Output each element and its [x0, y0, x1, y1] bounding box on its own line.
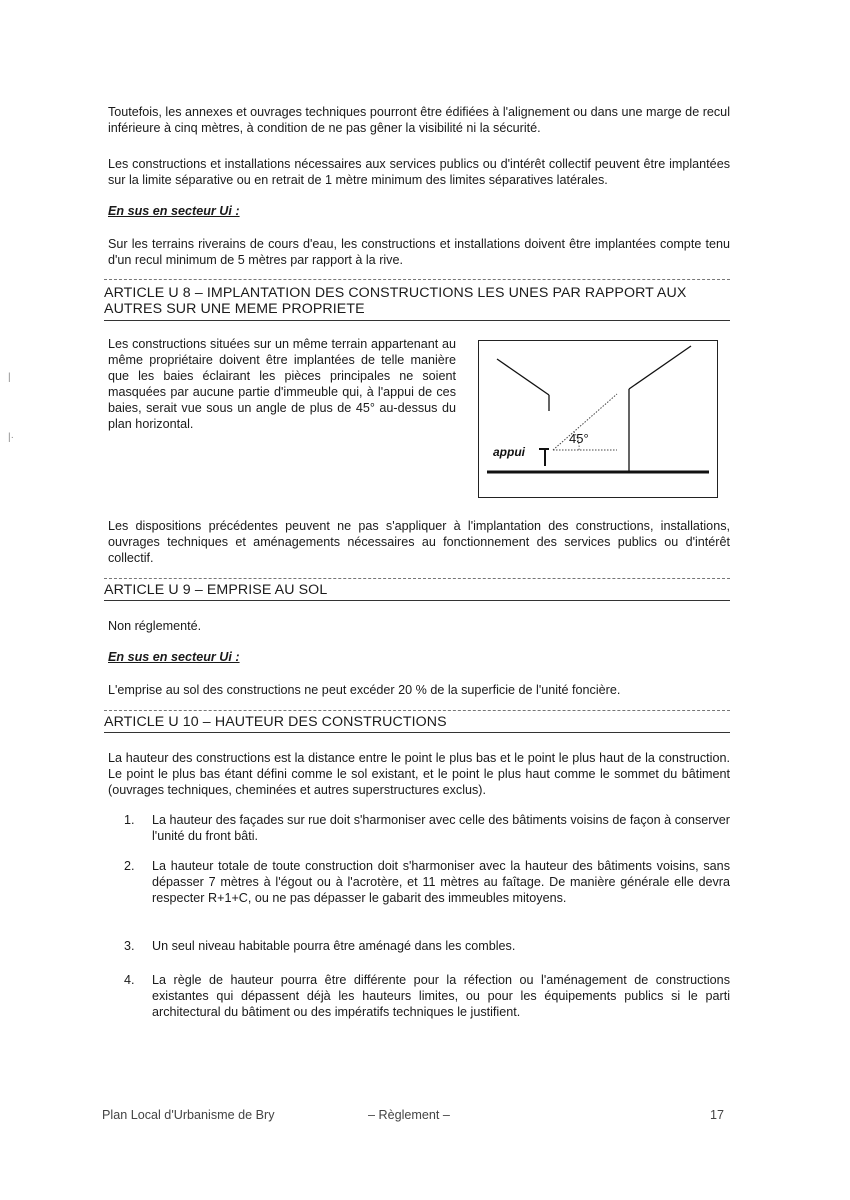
- article-9-heading: ARTICLE U 9 – EMPRISE AU SOL: [104, 582, 328, 598]
- list-item-text: La règle de hauteur pourra être différente pour la réfection ou l'aménagement de constructions existantes qui dépassent déjà les hauteurs limites, ou pour les équipements publics si le parti architectural du bâtiment ou des impératifs techniques le justifient.: [152, 973, 730, 1019]
- divider: [104, 578, 730, 579]
- heading-underline: [104, 600, 730, 601]
- list-item-number: 4.: [124, 973, 135, 987]
- scan-mark: |: [8, 372, 11, 383]
- heading-underline: [104, 320, 730, 321]
- footer-section: – Règlement –: [368, 1108, 450, 1122]
- paragraph-services-publics: Les constructions et installations nécessaires aux services publics ou d'intérêt collectif peuvent être implantées sur la limite séparative ou en retrait de 1 mètre minimum des limites séparatives latérales.: [108, 157, 730, 187]
- article-9-text: Non réglementé.: [108, 619, 202, 633]
- subheading-secteur-ui: En sus en secteur Ui :: [108, 204, 240, 218]
- article-8-exceptions: Les dispositions précédentes peuvent ne pas s'appliquer à l'implantation des constructions, installations, ouvrages techniques et aménagements nécessaires au fonctionnement des services publics ou d'intérêt collectif.: [108, 519, 730, 565]
- list-item-text: La hauteur totale de toute construction doit s'harmoniser avec la hauteur des bâtiments voisins, sans dépasser 7 mètres à l'égout ou à l'acrotère, et 11 mètres au faîtage. De manière générale elle devra respecter R+1+C, ou ne pas dépasser le gabarit des immeubles mitoyens.: [152, 859, 730, 905]
- list-item: [124, 858, 730, 906]
- appui-label: appui: [493, 445, 525, 459]
- divider: [104, 710, 730, 711]
- heading-underline: [104, 732, 730, 733]
- article-9-emprise: L'emprise au sol des constructions ne peut excéder 20 % de la superficie de l'unité foncière.: [108, 683, 621, 697]
- article-8-heading: ARTICLE U 8 – IMPLANTATION DES CONSTRUCTIONS LES UNES PAR RAPPORT AUX AUTRES SUR UNE MEME PROPRIETE: [104, 285, 687, 317]
- list-item: [124, 972, 730, 1020]
- list-item: [124, 812, 730, 844]
- divider: [104, 279, 730, 280]
- angle-label: 45°: [569, 431, 589, 446]
- paragraph-cours-eau: Sur les terrains riverains de cours d'eau, les constructions et installations doivent être implantées compte tenu d'un recul minimum de 5 mètres par rapport à la rive.: [108, 237, 730, 267]
- article-8-text: Les constructions situées sur un même terrain appartenant au même propriétaire doivent être implantées de telle manière que les baies éclairant les pièces principales ne soient masquées par aucune partie d'immeuble qui, à l'appui de ces baies, serait vue sous un angle de plus de 45° au-dessus du plan horizontal.: [108, 337, 456, 431]
- list-item-number: 2.: [124, 859, 135, 873]
- paragraph-annexes: Toutefois, les annexes et ouvrages techniques pourront être édifiées à l'alignement ou dans une marge de recul inférieure à cinq mètres, à condition de ne pas gêner la visibilité ni la sécurité.: [108, 105, 730, 135]
- list-item-text: La hauteur des façades sur rue doit s'harmoniser avec celle des bâtiments voisins de façon à conserver l'unité du front bâti.: [152, 813, 730, 843]
- article-10-intro: La hauteur des constructions est la distance entre le point le plus bas et le point le plus haut de la construction. Le point le plus bas étant défini comme le sol existant, et le point le plus haut comme le sommet du bâtiment (ouvrages techniques, cheminées et autres superstructures exclus).: [108, 751, 730, 797]
- scan-mark: |·: [8, 432, 14, 443]
- list-item-number: 1.: [124, 813, 135, 827]
- list-item-number: 3.: [124, 939, 135, 953]
- article-9-subheading: En sus en secteur Ui :: [108, 650, 240, 664]
- footer-document-title: Plan Local d'Urbanisme de Bry: [102, 1108, 275, 1122]
- page-number: 17: [710, 1108, 725, 1122]
- list-item: [124, 938, 730, 954]
- list-item-text: Un seul niveau habitable pourra être aménagé dans les combles.: [152, 939, 516, 953]
- angle-45-diagram: [478, 340, 718, 498]
- article-10-heading: ARTICLE U 10 – HAUTEUR DES CONSTRUCTIONS: [104, 714, 447, 730]
